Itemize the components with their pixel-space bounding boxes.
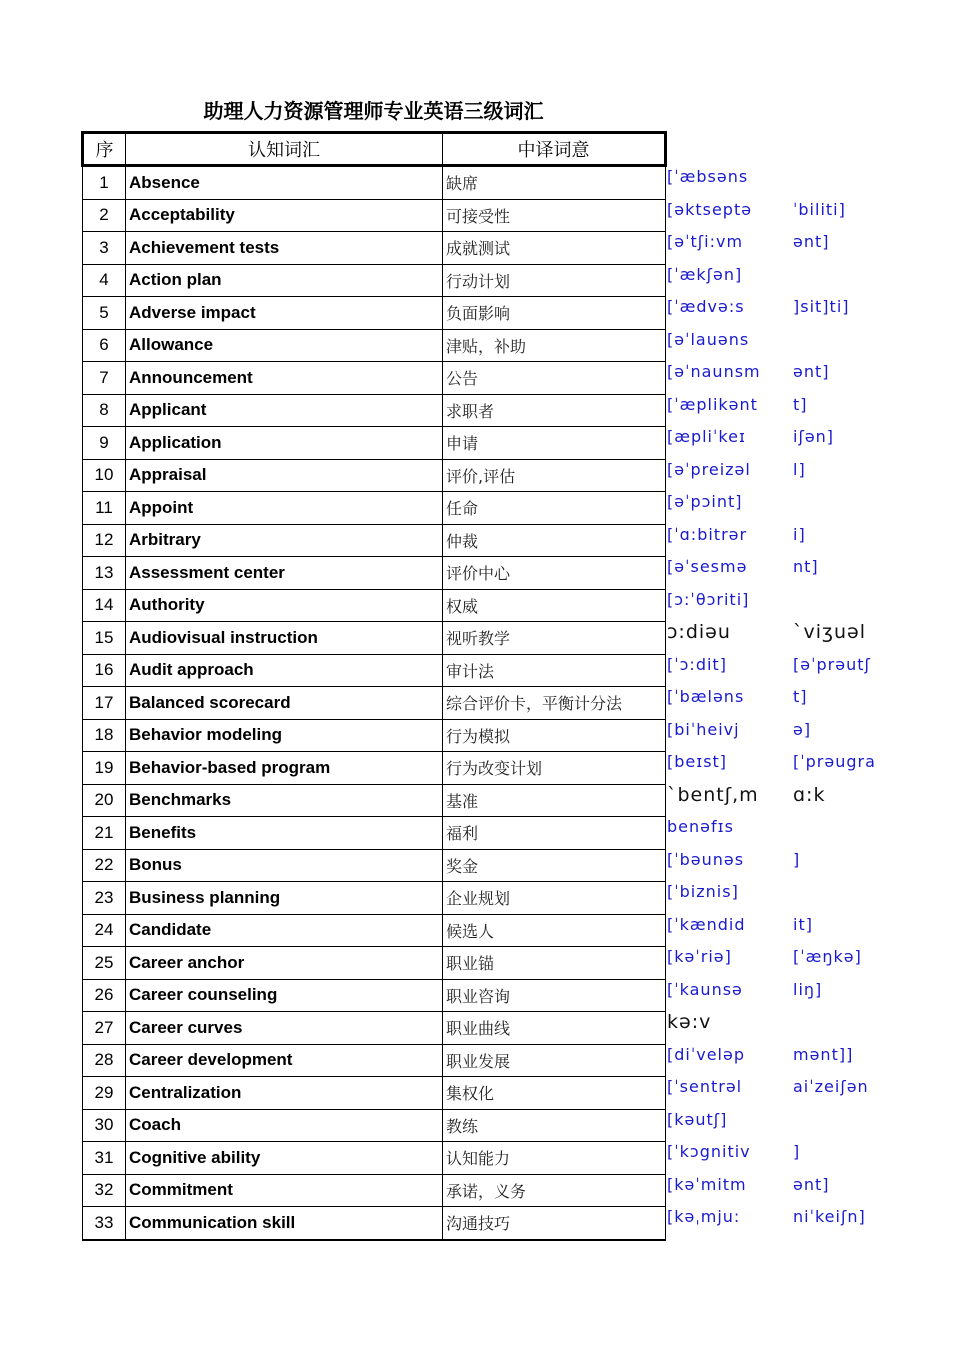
header-index: 序 <box>83 133 126 166</box>
phonetic-part-a: [əˈlauəns <box>667 329 750 349</box>
table-row <box>83 557 666 590</box>
row-number: 32 <box>83 1174 126 1207</box>
table-row <box>83 1044 666 1077</box>
phonetic-entry <box>665 1007 959 1039</box>
phonetic-entry <box>665 422 959 454</box>
translation-cell: 行为模拟 <box>443 719 666 752</box>
table-row <box>83 882 666 915</box>
table-row <box>83 459 666 492</box>
row-number: 24 <box>83 914 126 947</box>
phonetic-part-b: ] <box>793 849 801 869</box>
row-number: 14 <box>83 589 126 622</box>
translation-cell: 权威 <box>443 589 666 622</box>
translation-cell: 负面影响 <box>443 297 666 330</box>
translation-cell: 职业咨询 <box>443 979 666 1012</box>
table-row <box>83 622 666 655</box>
translation-cell: 审计法 <box>443 654 666 687</box>
term-cell: Announcement <box>126 362 443 395</box>
header-translation: 中译词意 <box>443 133 666 166</box>
translation-cell: 申请 <box>443 427 666 460</box>
term-cell: Acceptability <box>126 199 443 232</box>
phonetic-part-b: t] <box>793 394 808 414</box>
phonetic-part-a: [æpliˈkeɪ <box>667 427 746 446</box>
row-number: 33 <box>83 1207 126 1240</box>
translation-cell: 基准 <box>443 784 666 817</box>
table-row <box>83 752 666 785</box>
row-number: 27 <box>83 1012 126 1045</box>
row-number: 25 <box>83 947 126 980</box>
phonetic-part-b: nt] <box>793 557 819 576</box>
row-number: 28 <box>83 1044 126 1077</box>
translation-cell: 行为改变计划 <box>443 752 666 785</box>
translation-cell: 成就测试 <box>443 232 666 265</box>
term-cell: Career development <box>126 1044 443 1077</box>
table-row <box>83 232 666 265</box>
table-row <box>83 427 666 460</box>
phonetic-part-b: ˋviʒuəl <box>793 621 867 643</box>
term-cell: Business planning <box>126 882 443 915</box>
phonetic-entry <box>665 1137 959 1169</box>
term-cell: Action plan <box>126 264 443 297</box>
term-cell: Bonus <box>126 849 443 882</box>
table-row <box>83 654 666 687</box>
term-cell: Benefits <box>126 817 443 850</box>
table-row <box>83 719 666 752</box>
phonetic-part-a: [ˈɔ:dit] <box>667 654 727 674</box>
translation-cell: 仲裁 <box>443 524 666 557</box>
term-cell: Behavior-based program <box>126 752 443 785</box>
table-header-row <box>83 133 666 166</box>
phonetic-part-b: ] <box>793 1142 801 1161</box>
phonetic-part-a: [ˈbəunəs <box>667 849 745 869</box>
translation-cell: 职业锚 <box>443 947 666 980</box>
phonetic-part-b: ˈbiliti] <box>793 199 846 219</box>
row-number: 11 <box>83 492 126 525</box>
phonetic-entry <box>665 325 959 357</box>
table-row <box>83 1109 666 1142</box>
translation-cell: 奖金 <box>443 849 666 882</box>
row-number: 21 <box>83 817 126 850</box>
phonetic-part-a: [ˈæplikənt <box>667 394 758 414</box>
table-row <box>83 1207 666 1240</box>
phonetic-part-a: [biˈheivj <box>667 719 740 739</box>
phonetic-entry <box>665 747 959 779</box>
table-row <box>83 979 666 1012</box>
row-number: 5 <box>83 297 126 330</box>
phonetic-entry <box>665 357 959 389</box>
phonetic-part-a: [ˈæbsəns <box>667 167 749 186</box>
phonetic-part-b: liŋ] <box>793 979 823 999</box>
phonetic-entry <box>665 162 959 194</box>
phonetic-entry <box>665 520 959 552</box>
phonetic-entry <box>665 1040 959 1072</box>
translation-cell: 行动计划 <box>443 264 666 297</box>
term-cell: Candidate <box>126 914 443 947</box>
term-cell: Appoint <box>126 492 443 525</box>
phonetic-part-b: it] <box>793 914 813 934</box>
phonetic-part-b: aiˈzeiʃən <box>793 1077 869 1096</box>
row-number: 16 <box>83 654 126 687</box>
phonetic-entry <box>665 455 959 487</box>
phonetic-part-a: [kəˈriə] <box>667 947 732 966</box>
term-cell: Audiovisual instruction <box>126 622 443 655</box>
translation-cell: 教练 <box>443 1109 666 1142</box>
phonetic-entry <box>665 552 959 584</box>
translation-cell: 职业发展 <box>443 1044 666 1077</box>
phonetic-entry <box>665 812 959 844</box>
row-number: 18 <box>83 719 126 752</box>
term-cell: Achievement tests <box>126 232 443 265</box>
phonetic-entry <box>665 1170 959 1202</box>
translation-cell: 集权化 <box>443 1077 666 1110</box>
phonetic-entry <box>665 1105 959 1137</box>
phonetic-entry <box>665 845 959 877</box>
phonetic-part-b: ənt] <box>793 232 830 251</box>
phonetic-entry <box>665 585 959 617</box>
phonetic-part-a: [kəutʃ] <box>667 1109 728 1129</box>
phonetic-entry <box>665 390 959 422</box>
table-row <box>83 524 666 557</box>
term-cell: Career anchor <box>126 947 443 980</box>
translation-cell: 可接受性 <box>443 199 666 232</box>
term-cell: Assessment center <box>126 557 443 590</box>
table-row <box>83 1174 666 1207</box>
term-cell: Career curves <box>126 1012 443 1045</box>
phonetic-entry <box>665 195 959 227</box>
phonetic-part-a: [ˈkændid <box>667 914 746 934</box>
phonetic-part-a: [əˈtʃi:vm <box>667 232 744 251</box>
phonetic-part-a: [ɔ:ˈθɔriti] <box>667 589 750 609</box>
translation-cell: 综合评价卡，平衡计分法 <box>443 687 666 720</box>
phonetic-part-b: i] <box>793 524 806 544</box>
term-cell: Audit approach <box>126 654 443 687</box>
term-cell: Appraisal <box>126 459 443 492</box>
phonetic-part-b: [ˈprəugra <box>793 752 876 771</box>
phonetic-part-a: kə:v <box>667 1011 712 1033</box>
translation-cell: 福利 <box>443 817 666 850</box>
term-cell: Balanced scorecard <box>126 687 443 720</box>
phonetic-part-a: [ˈkɔgnitiv <box>667 1142 751 1161</box>
phonetic-part-b: ə] <box>793 719 812 739</box>
phonetic-part-b: ɑ:k <box>793 783 826 806</box>
phonetic-part-a: [ˈɑ:bitrər <box>667 524 748 544</box>
term-cell: Benchmarks <box>126 784 443 817</box>
table-row <box>83 914 666 947</box>
translation-cell: 评价中心 <box>443 557 666 590</box>
phonetic-entry <box>665 910 959 942</box>
translation-cell: 职业曲线 <box>443 1012 666 1045</box>
translation-cell: 评价,评估 <box>443 459 666 492</box>
row-number: 13 <box>83 557 126 590</box>
translation-cell: 求职者 <box>443 394 666 427</box>
phonetic-part-b: ]sit]ti] <box>793 297 850 316</box>
term-cell: Communication skill <box>126 1207 443 1240</box>
row-number: 17 <box>83 687 126 720</box>
phonetic-entry <box>665 227 959 259</box>
phonetic-part-b: l] <box>793 459 806 479</box>
row-number: 1 <box>83 166 126 200</box>
table-row <box>83 1077 666 1110</box>
phonetic-part-a: [əˈsesmə <box>667 557 748 576</box>
phonetic-entry <box>665 877 959 909</box>
row-number: 19 <box>83 752 126 785</box>
phonetic-entry <box>665 292 959 324</box>
table-row <box>83 589 666 622</box>
phonetic-part-a: [beɪst] <box>667 752 728 771</box>
term-cell: Commitment <box>126 1174 443 1207</box>
translation-cell: 候选人 <box>443 914 666 947</box>
phonetic-entry <box>665 617 959 649</box>
table-row <box>83 264 666 297</box>
table-row <box>83 166 666 200</box>
row-number: 7 <box>83 362 126 395</box>
phonetic-entry <box>665 942 959 974</box>
translation-cell: 承诺，义务 <box>443 1174 666 1207</box>
phonetic-entry <box>665 975 959 1007</box>
phonetic-part-b: mənt]] <box>793 1044 854 1064</box>
translation-cell: 任命 <box>443 492 666 525</box>
term-cell: Cognitive ability <box>126 1142 443 1175</box>
row-number: 6 <box>83 329 126 362</box>
phonetic-part-b: iʃən] <box>793 427 835 446</box>
phonetic-part-a: ˋbentʃ,m <box>667 783 759 806</box>
phonetic-part-a: [ˈbæləns <box>667 687 745 706</box>
table-row <box>83 687 666 720</box>
page-title: 助理人力资源管理师专业英语三级词汇 <box>203 99 544 123</box>
translation-cell: 津贴，补助 <box>443 329 666 362</box>
header-term: 认知词汇 <box>126 133 443 166</box>
phonetic-part-b: ənt] <box>793 1174 830 1194</box>
table-row <box>83 1012 666 1045</box>
term-cell: Absence <box>126 166 443 200</box>
phonetic-entry <box>665 1202 959 1234</box>
term-cell: Coach <box>126 1109 443 1142</box>
row-number: 10 <box>83 459 126 492</box>
row-number: 26 <box>83 979 126 1012</box>
phonetic-part-b: ənt] <box>793 362 830 381</box>
phonetic-entry <box>665 1072 959 1104</box>
phonetic-entry <box>665 780 959 812</box>
phonetic-part-b: niˈkeiʃn] <box>793 1207 866 1226</box>
table-row <box>83 362 666 395</box>
row-number: 29 <box>83 1077 126 1110</box>
phonetic-part-a: [əktseptə <box>667 199 753 219</box>
table-row <box>83 492 666 525</box>
term-cell: Centralization <box>126 1077 443 1110</box>
row-number: 15 <box>83 622 126 655</box>
table-row <box>83 784 666 817</box>
translation-cell: 公告 <box>443 362 666 395</box>
table-row <box>83 297 666 330</box>
phonetic-part-a: [kəˌmju: <box>667 1207 741 1226</box>
row-number: 8 <box>83 394 126 427</box>
term-cell: Allowance <box>126 329 443 362</box>
term-cell: Behavior modeling <box>126 719 443 752</box>
phonetic-part-a: ɔ:diəu <box>667 621 731 643</box>
row-number: 22 <box>83 849 126 882</box>
row-number: 12 <box>83 524 126 557</box>
term-cell: Application <box>126 427 443 460</box>
table-row <box>83 394 666 427</box>
table-row <box>83 947 666 980</box>
row-number: 3 <box>83 232 126 265</box>
phonetic-entry <box>665 715 959 747</box>
phonetic-part-a: [əˈpreizəl <box>667 459 751 479</box>
term-cell: Applicant <box>126 394 443 427</box>
phonetic-part-a: [ˈkaunsə <box>667 979 743 999</box>
row-number: 31 <box>83 1142 126 1175</box>
phonetic-part-a: [diˈveləp <box>667 1044 745 1064</box>
term-cell: Arbitrary <box>126 524 443 557</box>
phonetic-entry <box>665 650 959 682</box>
term-cell: Authority <box>126 589 443 622</box>
translation-cell: 认知能力 <box>443 1142 666 1175</box>
term-cell: Career counseling <box>126 979 443 1012</box>
row-number: 9 <box>83 427 126 460</box>
translation-cell: 沟通技巧 <box>443 1207 666 1240</box>
row-number: 2 <box>83 199 126 232</box>
phonetic-part-b: [ˈæŋkə] <box>793 947 862 966</box>
phonetic-part-a: [ˈædvə:s <box>667 297 745 316</box>
table-body <box>83 166 666 1240</box>
translation-cell: 企业规划 <box>443 882 666 915</box>
phonetic-part-a: [əˈnaunsm <box>667 362 761 381</box>
phonetic-part-a: [ˈbiznis] <box>667 882 739 901</box>
table-row <box>83 1142 666 1175</box>
vocabulary-table <box>81 131 667 1241</box>
phonetic-entry <box>665 682 959 714</box>
table-row <box>83 199 666 232</box>
row-number: 30 <box>83 1109 126 1142</box>
phonetic-entry <box>665 487 959 519</box>
row-number: 23 <box>83 882 126 915</box>
phonetic-entry <box>665 260 959 292</box>
row-number: 4 <box>83 264 126 297</box>
phonetic-part-a: [ˈsentrəl <box>667 1077 743 1096</box>
phonetic-part-b: [əˈprəutʃ <box>793 654 871 674</box>
translation-cell: 视听教学 <box>443 622 666 655</box>
phonetic-part-a: benəfɪs <box>667 817 734 836</box>
term-cell: Adverse impact <box>126 297 443 330</box>
table-row <box>83 329 666 362</box>
translation-cell: 缺席 <box>443 166 666 200</box>
phonetic-part-b: t] <box>793 687 808 706</box>
phonetic-part-a: [kəˈmitm <box>667 1174 747 1194</box>
table-row <box>83 849 666 882</box>
table-row <box>83 817 666 850</box>
phonetic-part-a: [əˈpɔint] <box>667 492 743 511</box>
phonetic-part-a: [ˈækʃən] <box>667 264 743 284</box>
row-number: 20 <box>83 784 126 817</box>
